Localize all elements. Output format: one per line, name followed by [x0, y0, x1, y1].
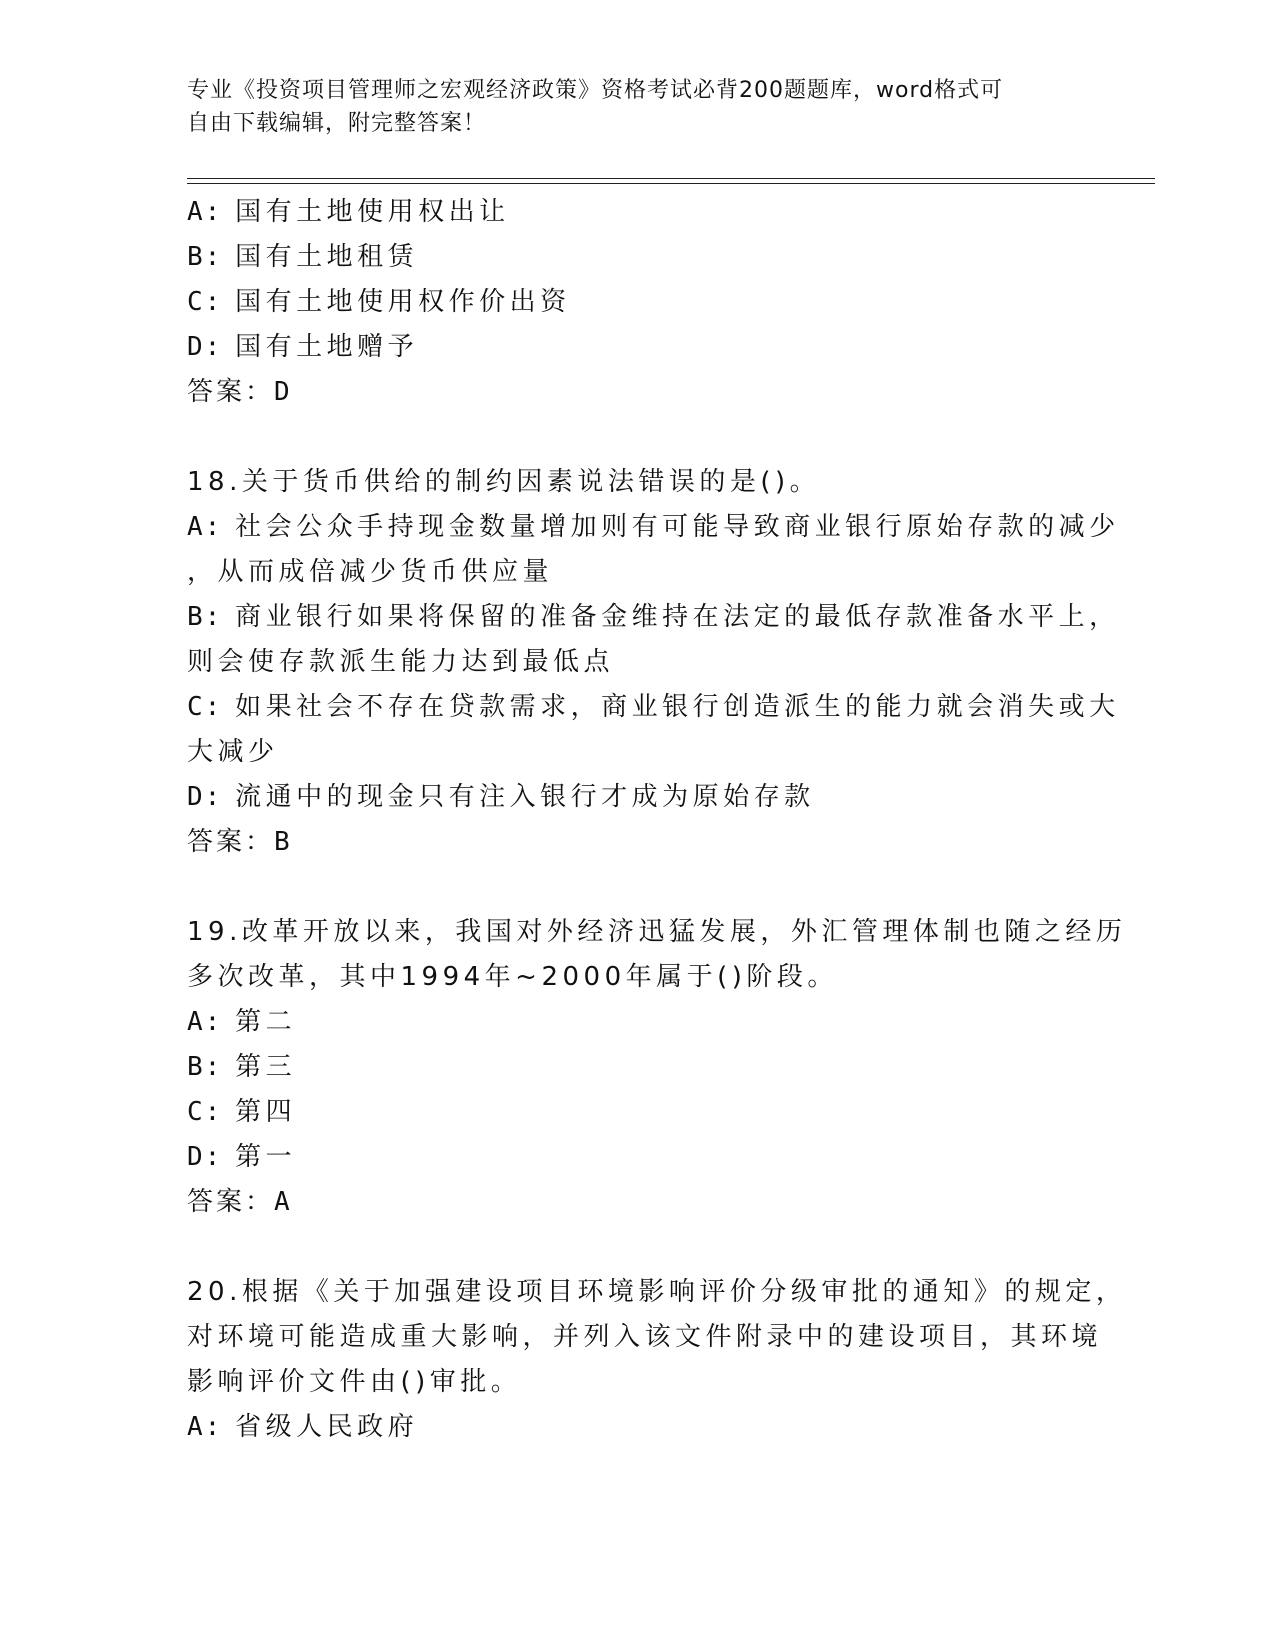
option-a — [187, 1000, 1087, 1045]
header-line-2: 自由下载编辑，附完整答案！ — [187, 111, 487, 136]
option-a-continued: ，从而成倍减少货币供应量 — [187, 557, 554, 587]
answer-line — [187, 1180, 1087, 1225]
option-letter: A: — [187, 1412, 223, 1442]
option-b — [187, 595, 1120, 640]
question-stem-continued: 对环境可能造成重大影响，并列入该文件附录中的建设项目，其环境 — [187, 1322, 1103, 1352]
question-stem: 18.关于货币供给的制约因素说法错误的是()。 — [187, 467, 821, 497]
spacer — [187, 415, 1087, 460]
option-text: 商业银行如果将保留的准备金维持在法定的最低存款准备水平上， — [235, 602, 1120, 632]
question-18 — [187, 460, 1120, 865]
option-c — [187, 1090, 1087, 1135]
option-letter: B: — [187, 1052, 223, 1082]
option-letter: A: — [187, 512, 223, 542]
option-letter: C: — [187, 1097, 223, 1127]
option-letter: C: — [187, 287, 223, 317]
option-letter: A: — [187, 197, 223, 227]
option-d — [187, 1135, 1087, 1180]
question-20 — [187, 1270, 1127, 1450]
answer-label: 答案： — [187, 1187, 275, 1217]
option-letter: D: — [187, 1142, 223, 1172]
option-text: 国有土地租赁 — [235, 242, 419, 272]
option-text: 国有土地赠予 — [235, 332, 419, 362]
option-text: 如果社会不存在贷款需求，商业银行创造派生的能力就会消失或大 — [235, 692, 1120, 722]
answer-value: B — [274, 827, 292, 857]
option-text: 第二 — [235, 1007, 297, 1037]
question-stem: 19.改革开放以来，我国对外经济迅猛发展，外汇管理体制也随之经历 — [187, 917, 1127, 947]
question-stem-continued: 影响评价文件由()审批。 — [187, 1367, 522, 1397]
document-header — [187, 74, 1067, 140]
option-d — [187, 325, 1087, 370]
option-text: 国有土地使用权出让 — [235, 197, 510, 227]
option-letter: B: — [187, 602, 223, 632]
option-b — [187, 1045, 1087, 1090]
option-text: 社会公众手持现金数量增加则有可能导致商业银行原始存款的减少 — [235, 512, 1120, 542]
question-17 — [187, 190, 1087, 415]
header-line-1: 专业《投资项目管理师之宏观经济政策》资格考试必背200题题库，word格式可 — [187, 78, 1004, 103]
option-letter: D: — [187, 332, 223, 362]
option-text: 国有土地使用权作价出资 — [235, 287, 571, 317]
question-body — [187, 190, 1127, 1450]
option-letter: C: — [187, 692, 223, 722]
question-stem: 20.根据《关于加强建设项目环境影响评价分级审批的通知》的规定， — [187, 1277, 1127, 1307]
option-text: 第四 — [235, 1097, 297, 1127]
option-d — [187, 775, 1087, 820]
option-c — [187, 280, 1087, 325]
answer-line — [187, 370, 1087, 415]
header-divider-top — [187, 178, 1155, 179]
spacer — [187, 865, 1087, 910]
option-text: 流通中的现金只有注入银行才成为原始存款 — [235, 782, 815, 812]
answer-label: 答案： — [187, 827, 275, 857]
option-text: 第三 — [235, 1052, 297, 1082]
option-a — [187, 505, 1120, 550]
option-text: 省级人民政府 — [235, 1412, 419, 1442]
option-c-continued: 大减少 — [187, 737, 279, 767]
header-divider-bottom — [187, 183, 1155, 184]
spacer — [187, 1225, 1087, 1270]
option-b-continued: 则会使存款派生能力达到最低点 — [187, 647, 615, 677]
option-a — [187, 1405, 1087, 1450]
option-c — [187, 685, 1120, 730]
question-stem-continued: 多次改革，其中1994年~2000年属于()阶段。 — [187, 962, 838, 992]
option-a — [187, 190, 1087, 235]
answer-value: A — [274, 1187, 292, 1217]
option-letter: B: — [187, 242, 223, 272]
question-19 — [187, 910, 1127, 1225]
answer-line — [187, 820, 1087, 865]
answer-label: 答案： — [187, 377, 275, 407]
option-b — [187, 235, 1087, 280]
option-text: 第一 — [235, 1142, 297, 1172]
answer-value: D — [274, 377, 292, 407]
option-letter: A: — [187, 1007, 223, 1037]
option-letter: D: — [187, 782, 223, 812]
